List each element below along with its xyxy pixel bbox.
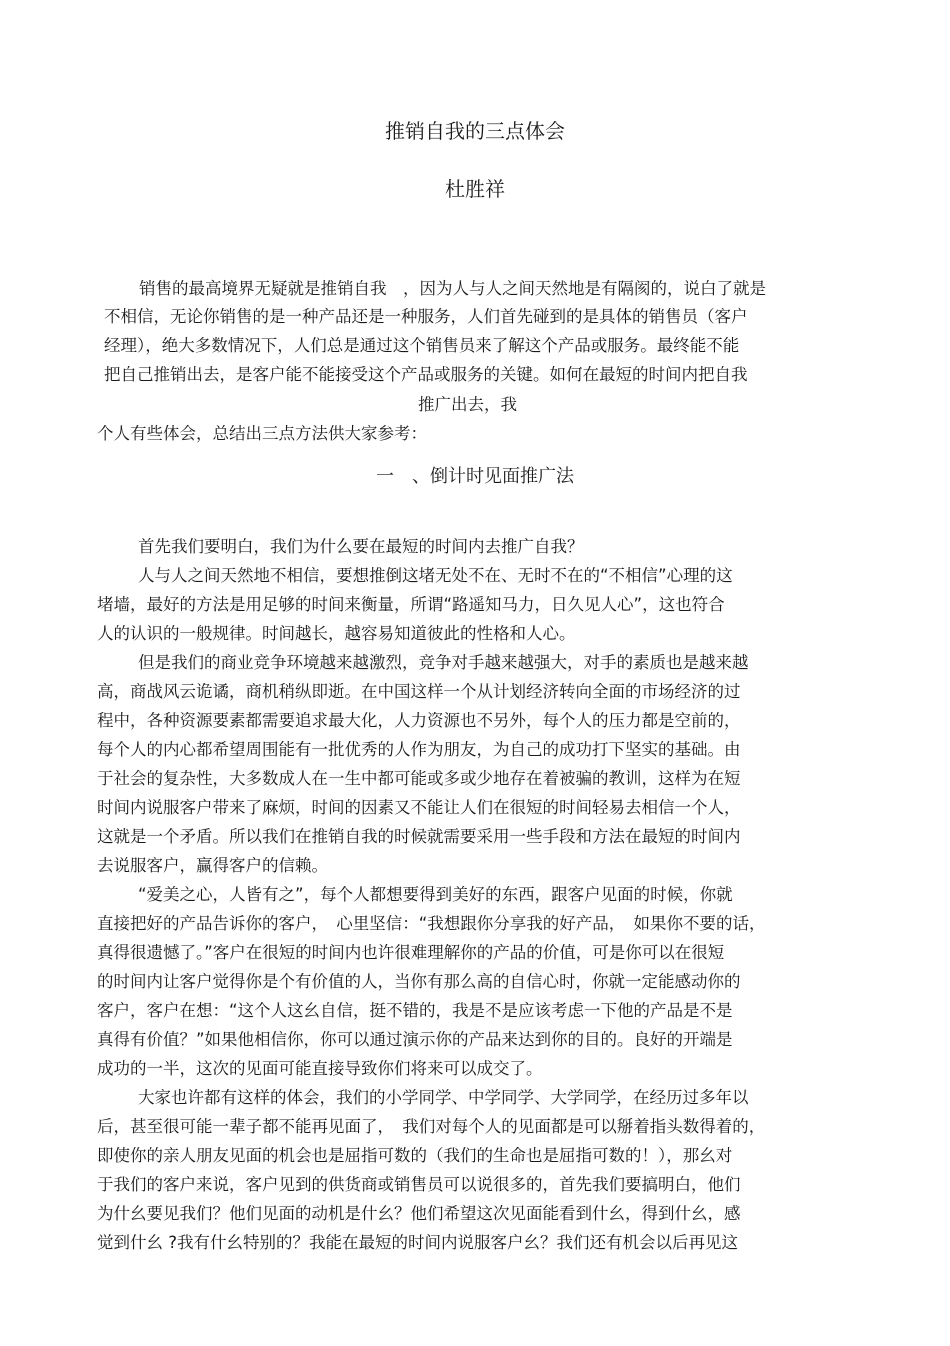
body-line: 时间内说服客户带来了麻烦，时间的因素又不能让人们在很短的时间轻易去相信一个人， [97, 798, 741, 817]
body-line: 觉到什幺 ?我有什幺特别的？我能在最短的时间内说服客户幺？我们还有机会以后再见这 [97, 1233, 739, 1252]
body-line: “爱美之心，人皆有之”，每个人都想要得到美好的东西，跟客户见面的时候，你就 [138, 885, 733, 904]
body-line: 客户，客户在想：“这个人这幺自信，挺不错的，我是不是应该考虑一下他的产品是不是 [97, 1001, 733, 1020]
body-line: 人的认识的一般规律。时间越长，越容易知道彼此的性格和人心。 [97, 624, 576, 643]
body-line: 这就是一个矛盾。所以我们在推销自我的时候就需要采用一些手段和方法在最短的时间内 [97, 827, 741, 846]
intro-line: 推广出去，我 [418, 395, 517, 414]
body-line: 首先我们要明白，我们为什么要在最短的时间内去推广自我？ [138, 537, 584, 556]
body-line: 但是我们的商业竞争环境越来越激烈，竞争对手越来越强大，对手的素质也是越来越 [138, 653, 749, 672]
body-line: 人与人之间天然地不相信，要想推倒这堵无处不在、无时不在的“不相信”心理的这 [138, 566, 733, 585]
intro-line: 经理），绝大多数情况下，人们总是通过这个销售员来了解这个产品或服务。最终能不能 [104, 336, 740, 355]
document-author: 杜胜祥 [445, 177, 505, 201]
body-line: 即使你的亲人朋友见面的机会也是屈指可数的（我们的生命也是屈指可数的！），那幺对 [97, 1146, 733, 1165]
body-line: 真得很遗憾了。”客户在很短的时间内也许很难理解你的产品的价值，可是你可以在很短 [97, 943, 725, 962]
section-heading: 一 、倒计时见面推广法 [376, 466, 574, 487]
document-title: 推销自我的三点体会 [385, 119, 565, 143]
body-line: 的时间内让客户觉得你是个有价值的人，当你有那么高的自信心时，你就一定能感动你的 [97, 972, 741, 991]
body-line: 高，商战风云诡谲，商机稍纵即逝。在中国这样一个从计划经济转向全面的市场经济的过 [97, 682, 741, 701]
body-line: 去说服客户，赢得客户的信赖。 [97, 856, 328, 875]
intro-line: 个人有些体会，总结出三点方法供大家参考： [97, 424, 427, 443]
body-line: 真得有价值？”如果他相信你，你可以通过演示你的产品来达到你的目的。良好的开端是 [97, 1030, 733, 1049]
body-line: 程中，各种资源要素都需要追求最大化，人力资源也不另外，每个人的压力都是空前的， [97, 711, 741, 730]
body-line: 堵墙，最好的方法是用足够的时间来衡量，所谓“路遥知马力，日久见人心”，这也符合 [97, 595, 725, 614]
intro-line: 把自己推销出去，是客户能不能接受这个产品或服务的关键。如何在最短的时间内把自我 [104, 365, 748, 384]
body-line: 成功的一半，这次的见面可能直接导致你们将来可以成交了。 [97, 1059, 543, 1078]
body-line: 每个人的内心都希望周围能有一批优秀的人作为朋友，为自己的成功打下坚实的基础。由 [97, 740, 741, 759]
intro-line: 销售的最高境界无疑就是推销自我 ，因为人与人之间天然地是有隔阂的，说白了就是 [139, 279, 766, 298]
body-line: 于社会的复杂性，大多数成人在一生中都可能或多或少地存在着被骗的教训，这样为在短 [97, 769, 741, 788]
body-line: 大家也许都有这样的体会，我们的小学同学、中学同学、大学同学，在经历过多年以 [138, 1088, 749, 1107]
intro-line: 不相信，无论你销售的是一种产品还是一种服务，人们首先碰到的是具体的销售员（客户 [104, 307, 748, 326]
body-line: 后，甚至很可能一辈子都不能再见面了， 我们对每个人的见面都是可以掰着指头数得着的， [97, 1117, 766, 1136]
body-line: 于我们的客户来说，客户见到的供货商或销售员可以说很多的，首先我们要搞明白，他们 [97, 1175, 741, 1194]
body-line: 直接把好的产品告诉你的客户， 心里坚信：“我想跟你分享我的好产品， 如果你不要的话， [97, 914, 766, 933]
body-line: 为什幺要见我们？他们见面的动机是什幺？他们希望这次见面能看到什幺，得到什幺，感 [97, 1204, 741, 1223]
